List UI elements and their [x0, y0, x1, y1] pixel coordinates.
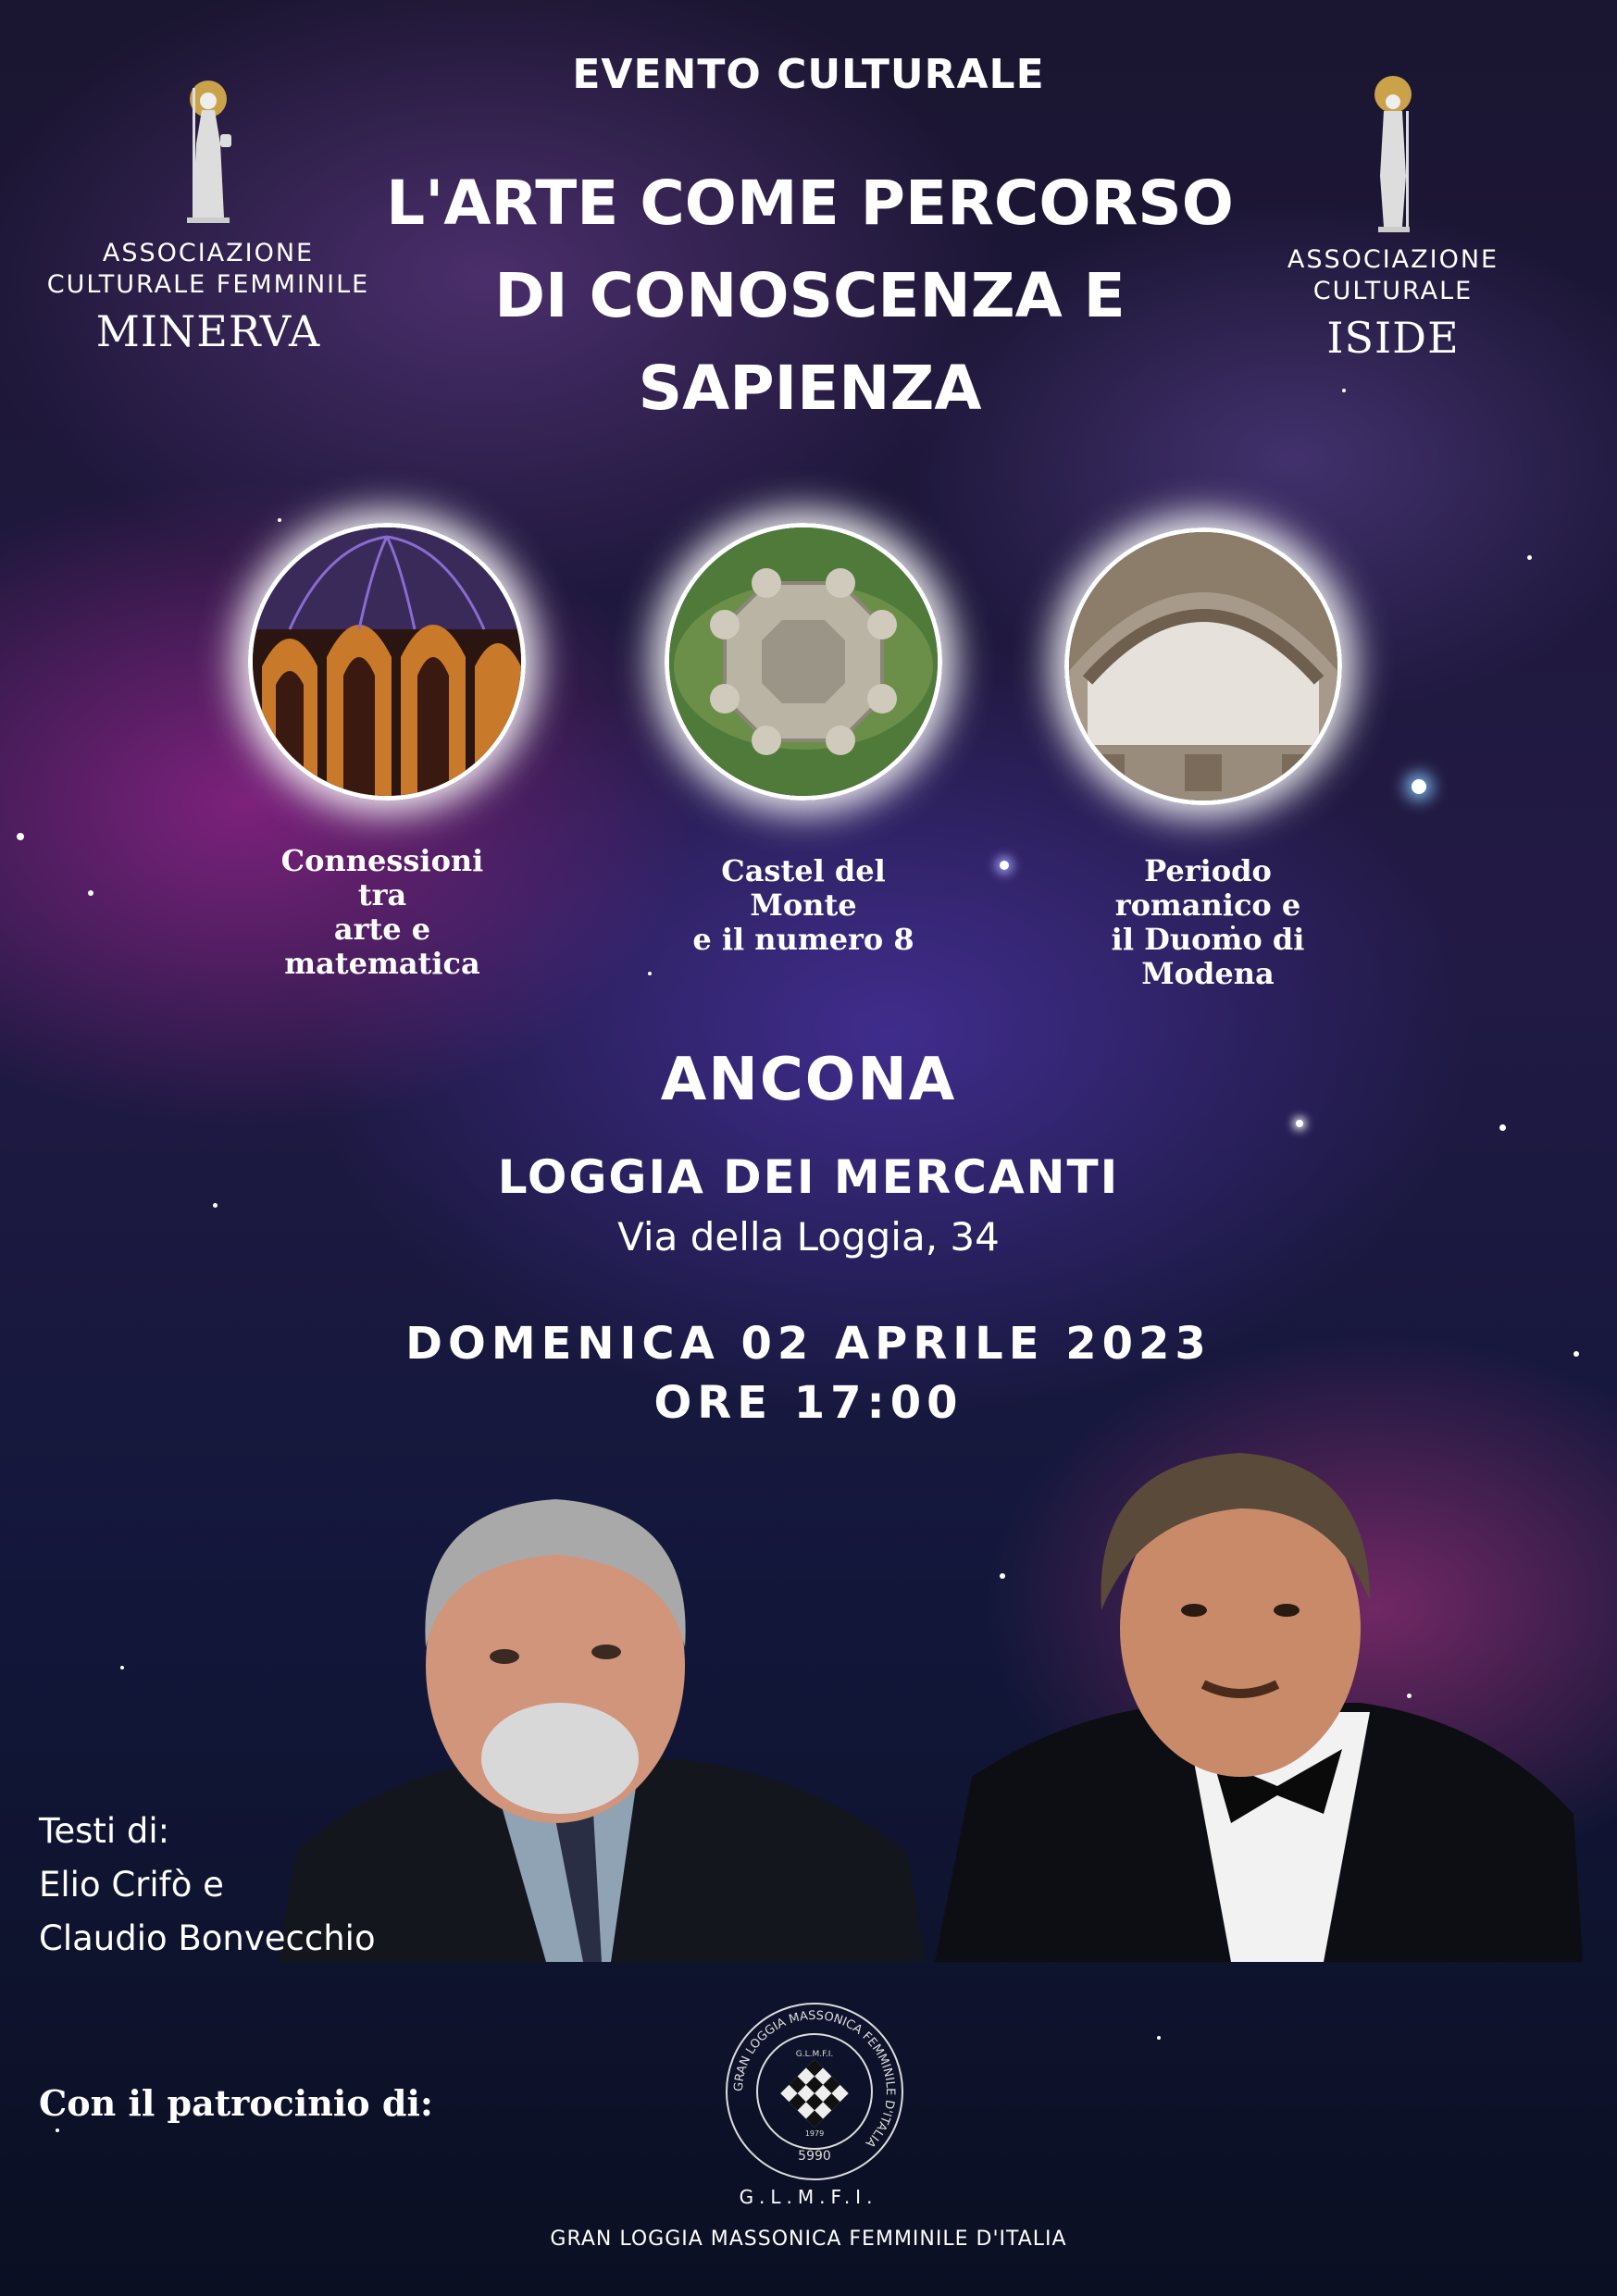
topic-caption-3: [1069, 854, 1347, 991]
topic-caption-1: [243, 844, 521, 981]
credits-label: Testi di:: [39, 1811, 170, 1851]
address: Via della Loggia, 34: [617, 1214, 1000, 1260]
topic-1-line-3: arte e: [333, 912, 431, 947]
topic-2-line-2: Monte: [750, 887, 857, 923]
minerva-line-1: ASSOCIAZIONE: [102, 239, 315, 267]
iside-line-1: ASSOCIAZIONE: [1287, 245, 1499, 274]
portrait-elio-crifo: [278, 1462, 944, 1962]
topic-3-line-1: Periodo: [1144, 853, 1272, 888]
romanesque-arch-image: [1064, 527, 1342, 805]
event-kicker: EVENTO CULTURALE: [572, 51, 1045, 98]
seal-year: 5990: [798, 2149, 831, 2164]
cathedral-image: [248, 523, 526, 800]
title-line-1: L'ARTE COME PERCORSO: [386, 168, 1234, 239]
minerva-line-2: CULTURALE FEMMINILE: [46, 270, 370, 299]
topic-1-line-2: tra: [357, 877, 407, 912]
event-date: [0, 1314, 1617, 1433]
topic-3-line-3: il Duomo di: [1111, 922, 1305, 957]
topic-1-line-4: matematica: [284, 946, 480, 981]
topic-1-line-1: Connessioni: [280, 843, 484, 878]
event-title: [333, 157, 1287, 435]
topic-2-line-3: e il numero 8: [692, 922, 914, 957]
isis-statue-icon: [1356, 74, 1430, 241]
credits-author-1: Elio Crifò e: [39, 1865, 224, 1905]
patronage-label: Con il patrocinio di:: [39, 2082, 433, 2124]
title-line-3: SAPIENZA: [638, 353, 982, 424]
credits: [39, 1805, 376, 1966]
minerva-statue-icon: [167, 79, 250, 227]
org-name: GRAN LOGGIA MASSONICA FEMMINILE D'ITALIA: [550, 2228, 1067, 2251]
minerva-name: MINERVA: [95, 306, 321, 356]
logo-minerva: [42, 79, 375, 356]
topic-caption-2: [665, 854, 942, 957]
topic-3-line-2: romanico e: [1114, 887, 1301, 923]
credits-author-2: Claudio Bonvecchio: [39, 1918, 376, 1958]
seal-ring-text: GRAN LOGGIA MASSONICA FEMMINILE D'ITALIA: [731, 2008, 898, 2151]
venue: LOGGIA DEI MERCANTI: [497, 1150, 1120, 1204]
castle-image: [665, 523, 942, 800]
logo-iside: [1254, 74, 1532, 363]
time-line: ORE 17:00: [653, 1377, 964, 1429]
portrait-claudio-bonvecchio: [935, 1425, 1583, 1962]
iside-name: ISIDE: [1326, 313, 1460, 363]
org-abbreviation: G.L.M.F.I.: [739, 2186, 878, 2208]
date-line: DOMENICA 02 APRILE 2023: [405, 1318, 1212, 1370]
iside-line-2: CULTURALE: [1312, 277, 1474, 305]
city: ANCONA: [660, 1046, 957, 1114]
glmfi-seal-icon: [722, 1999, 907, 2184]
seal-inner-text: G.L.M.F.I.: [795, 2050, 834, 2059]
title-line-2: DI CONOSCENZA E: [494, 260, 1126, 331]
topic-2-line-1: Castel del: [721, 853, 886, 888]
seal-small-year: 1979: [804, 2129, 825, 2138]
topic-3-line-4: Modena: [1141, 956, 1275, 991]
